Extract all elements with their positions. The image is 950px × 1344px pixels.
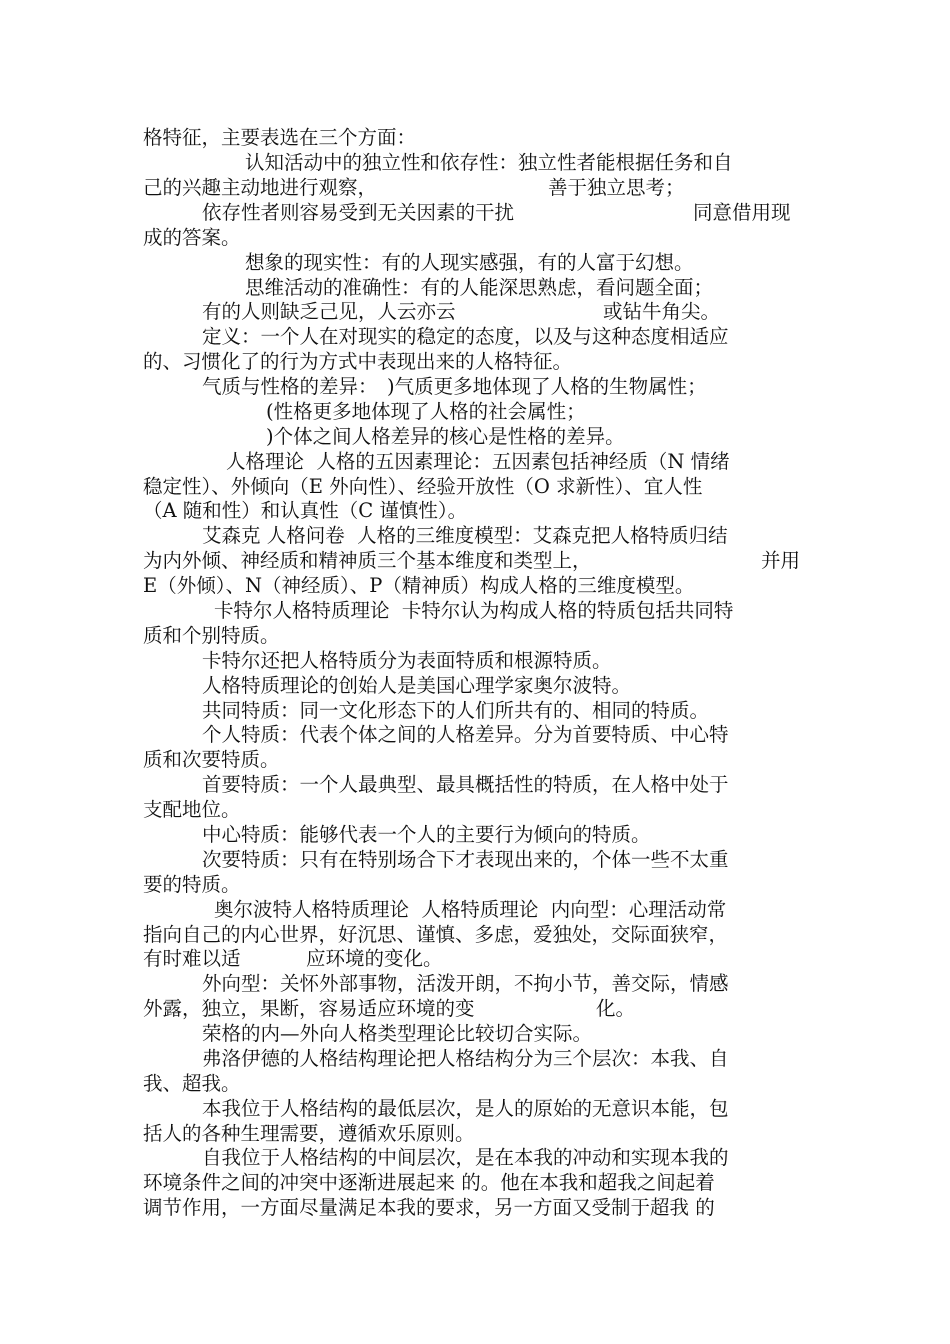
text-line: 成的答案。 — [143, 226, 241, 249]
text-line: 想象的现实性：有的人现实感强，有的人富于幻想。 — [245, 251, 694, 274]
text-line: 认知活动中的独立性和依存性：独立性者能根据任务和自 — [245, 151, 733, 174]
text-line: 人格理论 人格的五因素理论：五因素包括神经质（N 情绪 — [226, 450, 730, 473]
text-line: 人格特质理论的创始人是美国心理学家奥尔波特。 — [202, 674, 632, 697]
text-line: 依存性者则容易受到无关因素的干扰 — [202, 201, 515, 224]
text-line: 个人特质：代表个体之间的人格差异。分为首要特质、中心特 — [202, 723, 729, 746]
text-line: 指向自己的内心世界，好沉思、谨慎、多虑，爱独处，交际面狭窄， — [143, 923, 729, 946]
text-line: 调节作用，一方面尽量满足本我的要求，另一方面又受制于超我 的 — [143, 1196, 715, 1219]
text-line: 化。 — [596, 997, 636, 1020]
text-line: 中心特质：能够代表一个人的主要行为倾向的特质。 — [202, 823, 651, 846]
text-line: 共同特质：同一文化形态下的人们所共有的、相同的特质。 — [202, 699, 710, 722]
text-line: 括人的各种生理需要，遵循欢乐原则。 — [143, 1122, 475, 1145]
text-line: 次要特质：只有在特别场合下才表现出来的，个体一些不太重 — [202, 848, 729, 871]
text-line: 环境条件之间的冲突中逐渐进展起来 的。他在本我和超我之间起着 — [143, 1171, 715, 1194]
text-line: 格特征，主要表选在三个方面： — [143, 126, 417, 149]
text-line: 本我位于人格结构的最低层次，是人的原始的无意识本能，包 — [202, 1097, 729, 1120]
text-line: 荣格的内—外向人格类型理论比较切合实际。 — [202, 1022, 593, 1045]
text-line: 善于独立思考； — [548, 176, 685, 199]
text-line: (性格更多地体现了人格的社会属性； — [266, 400, 586, 423]
text-line: 稳定性）、外倾向（E 外向性）、经验开放性（O 求新性）、宜人性 — [143, 475, 703, 498]
text-line: 己的兴趣主动地进行观察， — [143, 176, 378, 199]
text-line: 支配地位。 — [143, 798, 241, 821]
text-line: 质和次要特质。 — [143, 748, 280, 771]
text-line: 首要特质：一个人最典型、最具概括性的特质，在人格中处于 — [202, 773, 729, 796]
text-line: 弗洛伊德的人格结构理论把人格结构分为三个层次：本我、自 — [202, 1047, 729, 1070]
text-line: 或钻牛角尖。 — [603, 300, 721, 323]
text-line: 卡特尔还把人格特质分为表面特质和根源特质。 — [202, 649, 612, 672]
text-line: 定义：一个人在对现实的稳定的态度，以及与这种态度相适应 — [202, 325, 729, 348]
text-line: 外向型：关怀外部事物，活泼开朗，不拘小节，善交际，情感 — [202, 972, 729, 995]
text-line: )气质更多地体现了人格的生物属性； — [387, 375, 707, 398]
text-line: 卡特尔人格特质理论 卡特尔认为构成人格的特质包括共同特 — [214, 599, 734, 622]
text-line: 要的特质。 — [143, 873, 241, 896]
text-line: 的、习惯化了的行为方式中表现出来的人格特征。 — [143, 350, 573, 373]
text-line: 应环境的变化。 — [306, 947, 443, 970]
text-line: 思维活动的准确性：有的人能深思熟虑，看问题全面； — [245, 276, 714, 299]
text-line: （A 随和性）和认真性（C 谨慎性）。 — [143, 499, 468, 522]
text-line: 气质与性格的差异： — [202, 375, 378, 398]
text-line: 我、超我。 — [143, 1072, 241, 1095]
text-line: 艾森克 人格问卷 人格的三维度模型：艾森克把人格特质归结 — [202, 524, 728, 547]
text-line: 自我位于人格结构的中间层次，是在本我的冲动和实现本我的 — [202, 1146, 729, 1169]
text-line: 外露，独立，果断，容易适应环境的变 — [143, 997, 475, 1020]
text-line: 有时难以适 — [143, 947, 241, 970]
text-line: 有的人则缺乏己见，人云亦云 — [202, 300, 456, 323]
text-line: 为内外倾、神经质和精神质三个基本维度和类型上， — [143, 549, 592, 572]
text-line: 奥尔波特人格特质理论 人格特质理论 内向型：心理活动常 — [214, 898, 727, 921]
text-line: 并用 — [761, 549, 801, 572]
text-line: 质和个别特质。 — [143, 624, 280, 647]
text-line: E（外倾）、N（神经质）、P（精神质）构成人格的三维度模型。 — [143, 574, 695, 597]
text-line: )个体之间人格差异的核心是性格的差异。 — [266, 425, 625, 448]
text-line: 同意借用现 — [693, 201, 791, 224]
